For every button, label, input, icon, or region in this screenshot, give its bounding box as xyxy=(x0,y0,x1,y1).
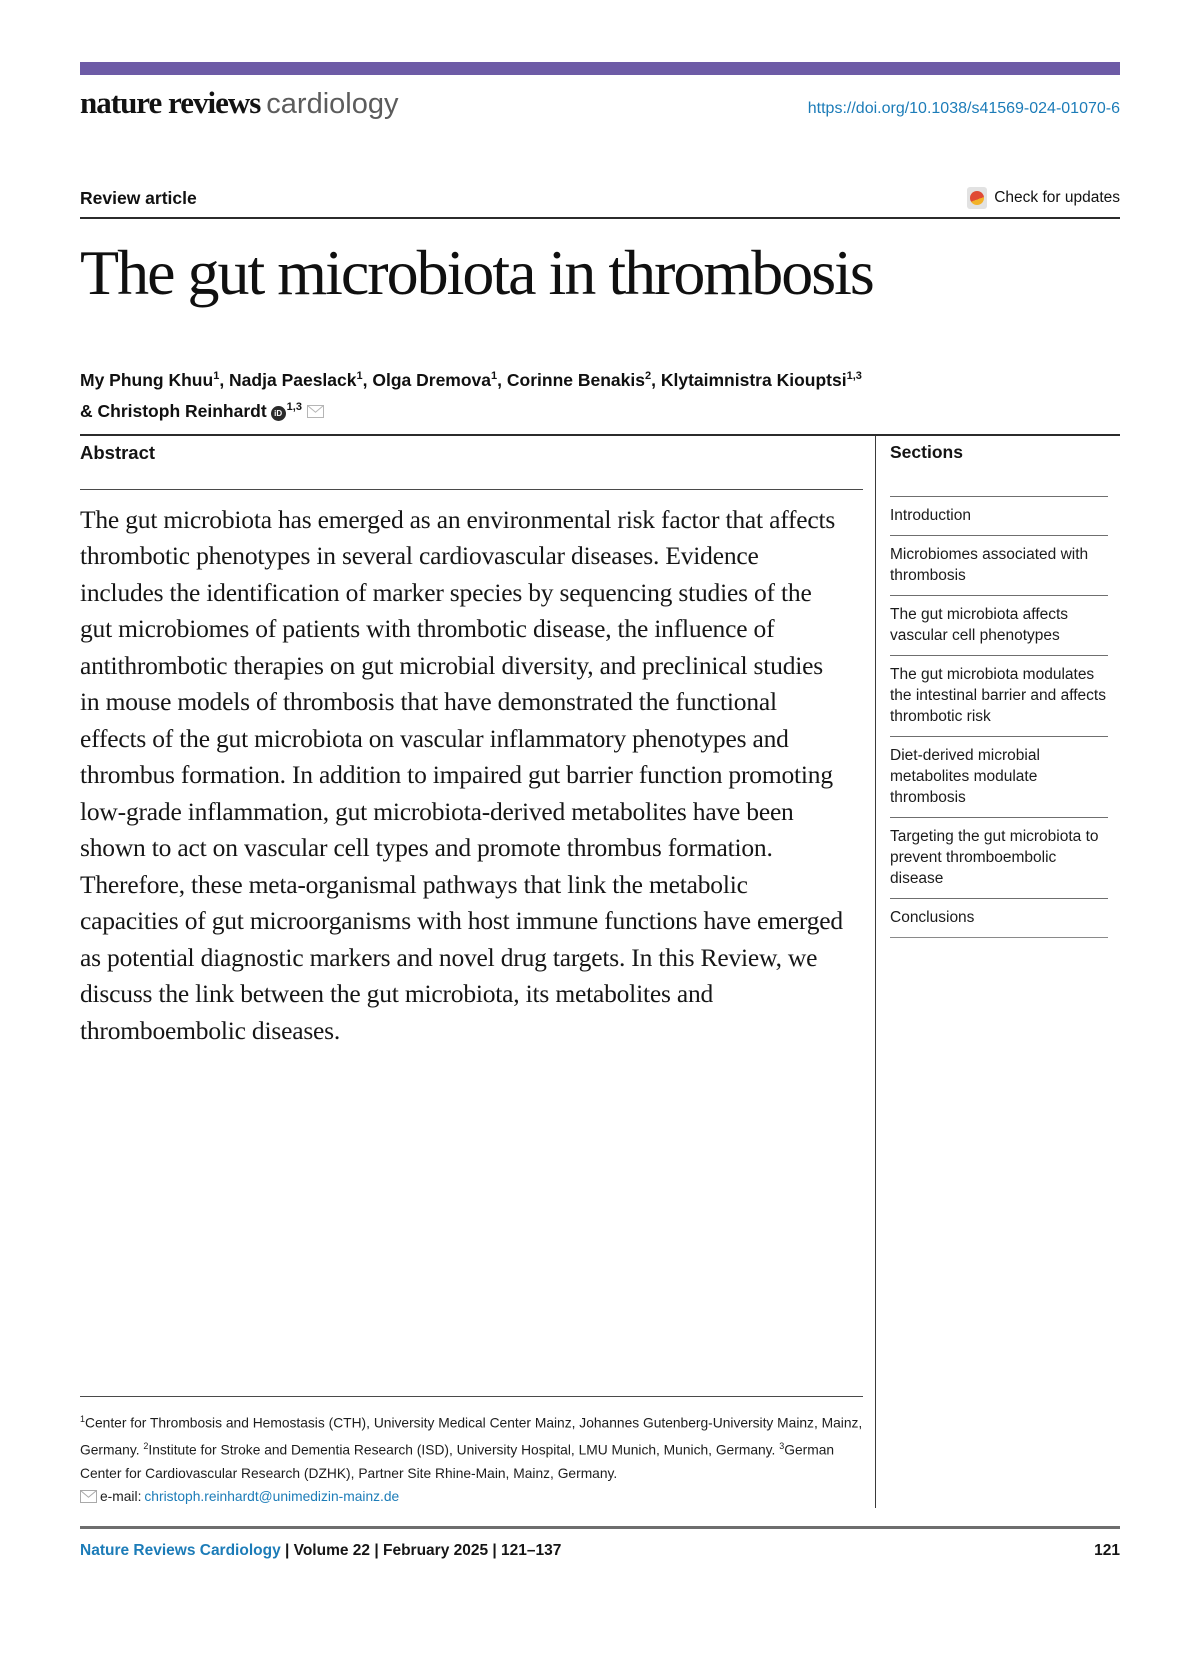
check-for-updates-label: Check for updates xyxy=(994,189,1120,206)
page-number: 121 xyxy=(1094,1541,1120,1559)
author-affiliation-sup: 1,3 xyxy=(846,370,862,382)
abstract-heading: Abstract xyxy=(80,436,863,490)
content-columns xyxy=(80,436,1120,1508)
author-line-1: My Phung Khuu$^1$, Nadja Paeslack$^1$, Olga Dremova$^1$, Corinne Benakis$^2$, Klytaimnistra Kiouptsi$^{1,3}$ xyxy=(80,369,862,390)
affiliation-sup: 1 xyxy=(80,1414,86,1425)
author-affiliation-sup: 2 xyxy=(644,370,652,382)
abstract-column xyxy=(80,436,875,1508)
footer-issue-meta: | Volume 22 | February 2025 | 121–137 xyxy=(280,1541,562,1559)
orcid-icon[interactable]: iD xyxy=(271,406,286,421)
affiliation-sup: 2 xyxy=(143,1441,149,1452)
sections-list xyxy=(890,496,1108,938)
email-link[interactable]: christoph.reinhardt@unimedizin-mainz.de xyxy=(144,1488,400,1504)
footer-divider xyxy=(80,1526,1120,1529)
author-affiliation-sup: 1 xyxy=(356,370,363,382)
section-link[interactable]: The gut microbiota modulates the intestinal barrier and affects thrombotic risk xyxy=(890,655,1108,736)
author-affiliation-sup: 1 xyxy=(491,370,498,382)
author-affiliation-sup: 1,3 xyxy=(286,400,302,413)
journal-logo xyxy=(80,85,398,121)
header-divider xyxy=(80,217,1120,219)
email-line xyxy=(80,1485,863,1508)
journal-header xyxy=(80,85,1120,121)
sections-heading: Sections xyxy=(890,441,963,462)
brand-color-bar xyxy=(80,62,1120,75)
section-link[interactable]: The gut microbiota affects vascular cell phenotypes xyxy=(890,595,1108,655)
crossmark-logo-icon xyxy=(970,191,984,205)
check-for-updates-button[interactable] xyxy=(967,187,1120,209)
page-footer xyxy=(80,1542,1120,1560)
author-list xyxy=(80,363,1120,425)
envelope-icon xyxy=(307,405,324,418)
section-link[interactable]: Introduction xyxy=(890,496,1108,535)
footer-citation xyxy=(80,1542,561,1560)
sections-panel xyxy=(875,436,1120,1508)
crossmark-icon xyxy=(967,187,987,209)
article-type-label: Review article xyxy=(80,187,197,208)
abstract-text: The gut microbiota has emerged as an environmental risk factor that affects thrombotic phenotypes in several cardiovascular diseases. Evidence includes the identification of marker species by sequencing studies of the gut microbiomes of patients with thrombotic disease, the influence of antithrombotic therapies on gut microbial diversity, and preclinical studies in mouse models of thrombosis that have demonstrated the functional effects of the gut microbiota on vascular inflammatory phenotypes and thrombus formation. In addition to impaired gut barrier function promoting low-grade inflammation, gut microbiota-derived metabolites have been shown to act on vascular cell types and promote thrombus formation. Therefore, these meta-organismal pathways that link the metabolic capacities of gut microorganisms with host immune functions have emerged as potential diagnostic markers and novel drug targets. In this Review, we discuss the link between the gut microbiota, its metabolites and thromboembolic diseases. xyxy=(80,504,843,1045)
footer-journal-link[interactable]: Nature Reviews Cardiology xyxy=(80,1541,281,1559)
section-link[interactable]: Diet-derived microbial metabolites modulate thrombosis xyxy=(890,736,1108,817)
envelope-icon xyxy=(80,1490,97,1503)
author-affiliation-sup: 1 xyxy=(213,370,220,382)
author-line-2: & Christoph Reinhardt iD$^{1,3}$ xyxy=(80,394,1120,425)
logo-cardiology: cardiology xyxy=(266,88,399,120)
section-link[interactable]: Microbiomes associated with thrombosis xyxy=(890,535,1108,595)
logo-nature-reviews: nature reviews xyxy=(80,85,261,120)
section-link[interactable]: Conclusions xyxy=(890,898,1108,938)
section-link[interactable]: Targeting the gut microbiota to prevent thromboembolic disease xyxy=(890,817,1108,898)
affiliation-sup: 3 xyxy=(779,1441,785,1452)
email-label: e-mail: xyxy=(100,1488,142,1504)
article-type-row xyxy=(80,185,1120,211)
doi-link[interactable]: https://doi.org/10.1038/s41569-024-01070-6 xyxy=(807,100,1120,117)
footnotes-block xyxy=(80,1396,863,1507)
article-page xyxy=(80,62,1120,1560)
affiliations-text: $^1$Center for Thrombosis and Hemostasis (CTH), University Medical Center Mainz, Johannes Gutenberg-University Mainz, Mainz, Germany. $^2$Institute for Stroke and Dementia Research (ISD), University Hospital, LMU Munich, Munich, Germany. $^3$German Center for Cardiovascular Research (DZHK), Partner Site Rhine-Main, Mainz, Germany. xyxy=(80,1414,863,1481)
article-title: The gut microbiota in thrombosis xyxy=(80,237,873,308)
